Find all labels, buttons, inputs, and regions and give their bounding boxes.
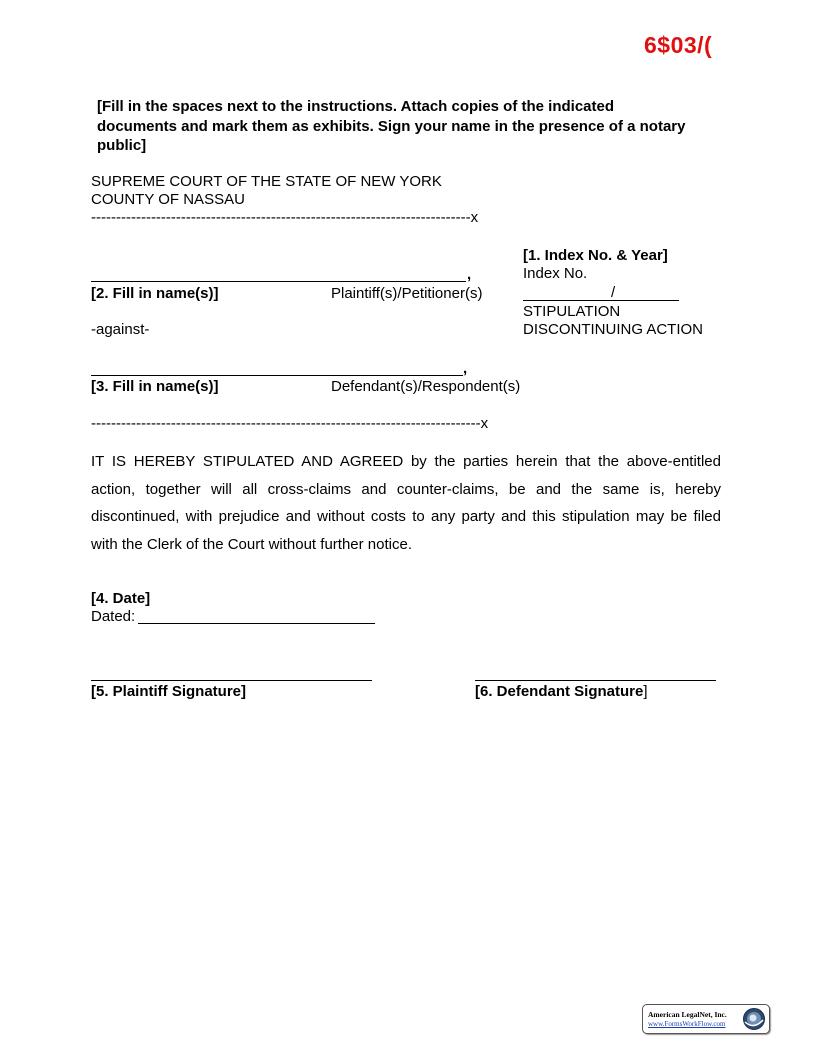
plaintiff-comma: , bbox=[467, 266, 472, 283]
court-name: SUPREME COURT OF THE STATE OF NEW YORK bbox=[91, 173, 442, 190]
defendant-signature-line[interactable] bbox=[475, 680, 716, 681]
defendant-signature-label bbox=[475, 683, 648, 700]
date-heading: [4. Date] bbox=[91, 590, 151, 607]
plaintiff-name-line[interactable] bbox=[91, 281, 466, 282]
against-text: -against- bbox=[91, 321, 150, 338]
caption-divider-bottom: ------------------------------------------------------------------------------x bbox=[91, 415, 489, 432]
document-title-line1: STIPULATION bbox=[523, 303, 621, 320]
instructions-text: [Fill in the spaces next to the instructions. Attach copies of the indicated documents and mark them as exhibits. Sign your name in the presence of a notary public] bbox=[97, 98, 686, 154]
defendant-signature-bracket: ] bbox=[643, 683, 648, 700]
index-number-line[interactable] bbox=[523, 300, 679, 301]
defendant-name-line[interactable] bbox=[91, 375, 463, 376]
caption-divider-top: ----------------------------------------------------------------------------x bbox=[91, 209, 479, 226]
date-label: Dated: bbox=[91, 608, 136, 625]
document-title-line2: DISCONTINUING ACTION bbox=[523, 321, 704, 338]
index-heading: [1. Index No. & Year] bbox=[523, 247, 668, 264]
plaintiff-field-label: [2. Fill in name(s)] bbox=[91, 285, 219, 302]
index-label: Index No. bbox=[523, 265, 588, 282]
defendant-role: Defendant(s)/Respondent(s) bbox=[331, 378, 521, 395]
date-line[interactable] bbox=[138, 623, 375, 624]
american-legalnet-logo bbox=[642, 1004, 770, 1034]
defendant-comma: , bbox=[463, 360, 468, 377]
defendant-signature-text: [6. Defendant Signature bbox=[475, 683, 644, 700]
plaintiff-signature-line[interactable] bbox=[91, 680, 372, 681]
defendant-field-label: [3. Fill in name(s)] bbox=[91, 378, 219, 395]
logo-company-name: American LegalNet, Inc. bbox=[648, 1010, 727, 1019]
globe-icon bbox=[742, 1007, 766, 1031]
plaintiff-signature-label: [5. Plaintiff Signature] bbox=[91, 683, 247, 700]
court-county: COUNTY OF NASSAU bbox=[91, 191, 245, 208]
plaintiff-role: Plaintiff(s)/Petitioner(s) bbox=[331, 285, 483, 302]
stipulation-body: IT IS HEREBY STIPULATED AND AGREED by the parties herein that the above-entitled action, together will all cross-claims and counter-claims, be and the same is, hereby discontinued, with prejudice and without costs to any party and this stipulation may be filed with the Clerk of the Court without further notice. bbox=[91, 453, 721, 553]
sample-watermark: 6$03/( bbox=[644, 32, 713, 58]
index-slash: / bbox=[611, 284, 616, 301]
logo-website: www.FormsWorkFlow.com bbox=[648, 1020, 726, 1028]
